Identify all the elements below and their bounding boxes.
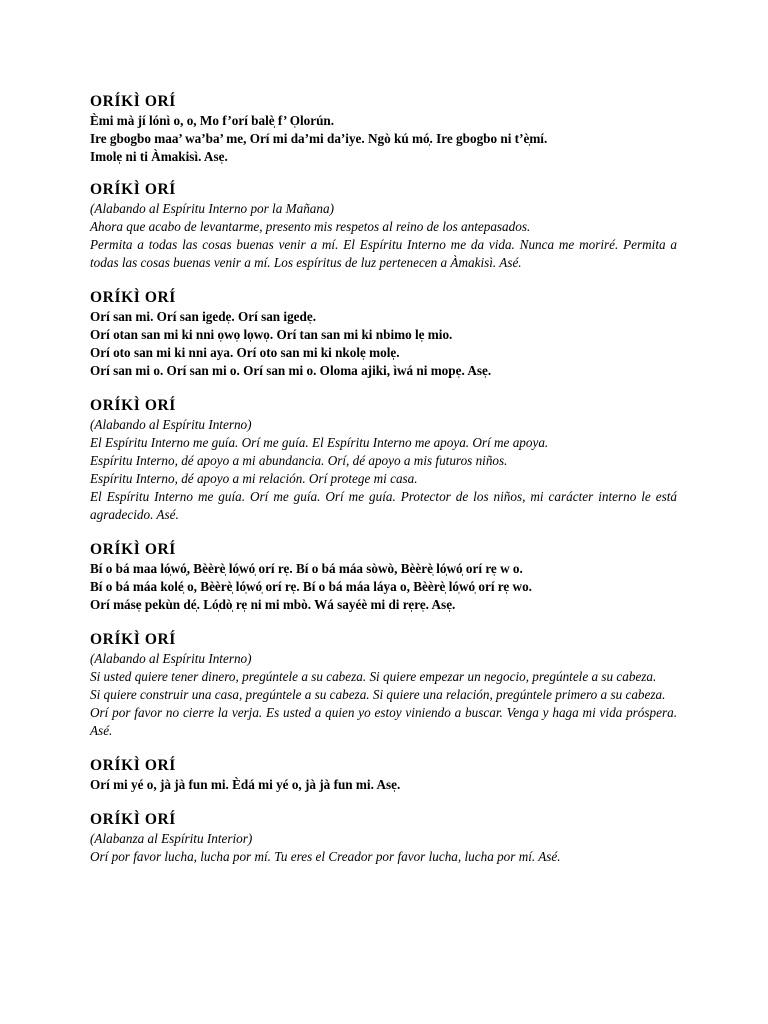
- oriki-section-5: [90, 540, 677, 614]
- yoruba-line: Orí san mi. Orí san igede̩. Orí san igede̩.: [90, 309, 317, 324]
- section-heading: ORÍKÌ ORÍ: [90, 93, 176, 110]
- yoruba-line: Bí o bá máa kolé̩ o, Bèèrè̩ ló̩wó̩ orí re̩. Bí o bá máa láya o, Bèèrè̩ ló̩wó̩ orí re̩ wo.: [90, 579, 532, 594]
- yoruba-line: Imole̩ ni ti Àmakisì. Ase̩.: [90, 149, 228, 164]
- spanish-line: Orí por favor lucha, lucha por mí. Tu eres el Creador por favor lucha, lucha por mí. Asé.: [90, 849, 561, 864]
- yoruba-line: Orí otan san mi ki nni o̩wo̩ lo̩wo̩. Orí tan san mi ki nbimo le̩ mio.: [90, 327, 453, 342]
- section-subtitle: (Alabando al Espíritu Interno): [90, 651, 252, 666]
- section-heading: ORÍKÌ ORÍ: [90, 289, 176, 306]
- section-subtitle: (Alabanza al Espíritu Interior): [90, 831, 253, 846]
- section-heading: ORÍKÌ ORÍ: [90, 181, 176, 198]
- oriki-section-3: [90, 288, 677, 380]
- spanish-line: El Espíritu Interno me guía. Orí me guía. El Espíritu Interno me apoya. Orí me apoya.: [90, 435, 549, 450]
- oriki-section-4: [90, 396, 677, 524]
- yoruba-line: Èmi mà jí lónì o, o, Mo f’orí balè̩ f’ O̩lorún.: [90, 113, 335, 128]
- oriki-section-6: [90, 630, 677, 740]
- section-heading: ORÍKÌ ORÍ: [90, 757, 176, 774]
- yoruba-line: Orí máse̩ pekùn dé̩. Ló̩dò̩ re̩ ni mi mbò. Wá sayéè mi di re̩re̩. Ase̩.: [90, 597, 456, 612]
- spanish-paragraph: El Espíritu Interno me guía. Orí me guía. Orí me guía. Protector de los niños, mi carácter interno le está agradecido. Asé.: [90, 489, 677, 522]
- section-heading: ORÍKÌ ORÍ: [90, 811, 176, 828]
- spanish-line: Espíritu Interno, dé apoyo a mi abundancia. Orí, dé apoyo a mis futuros niños.: [90, 453, 508, 468]
- yoruba-line: Ire gbogbo maa’ wa’ba’ me, Orí mi da’mi da’iye. Ngò kú mó̩. Ire gbogbo ni t’è̩mí.: [90, 131, 548, 146]
- spanish-paragraph: Si usted quiere tener dinero, pregúntele a su cabeza. Si quiere empezar un negocio, pregúntele a su cabeza.: [90, 669, 657, 684]
- spanish-paragraph: Orí por favor no cierre la verja. Es usted a quien yo estoy viniendo a buscar. Venga y haga mi vida próspera. Asé.: [90, 705, 677, 738]
- yoruba-line: Orí mi yé o, jà jà fun mi. Èdá mi yé o, jà jà fun mi. Ase̩.: [90, 777, 401, 792]
- spanish-line: Ahora que acabo de levantarme, presento mis respetos al reino de los antepasados.: [90, 219, 531, 234]
- spanish-paragraph: Si quiere construir una casa, pregúntele a su cabeza. Si quiere una relación, pregúntele primero a su cabeza.: [90, 687, 666, 702]
- oriki-section-7: [90, 756, 677, 794]
- spanish-paragraph: Permita a todas las cosas buenas venir a mí. El Espíritu Interno me da vida. Nunca me moriré. Permita a todas las cosas buenas venir a mí. Los espíritus de luz pertenecen a Àmakisì. Asé.: [90, 237, 677, 270]
- section-heading: ORÍKÌ ORÍ: [90, 541, 176, 558]
- section-heading: ORÍKÌ ORÍ: [90, 397, 176, 414]
- yoruba-line: Bí o bá maa ló̩wó̩, Bèèrè̩ ló̩wó̩ orí re̩. Bí o bá máa sòwò, Bèèrè̩ ló̩wó̩ orí re̩ w o.: [90, 561, 523, 576]
- document-page: [90, 92, 677, 866]
- yoruba-line: Orí san mi o. Orí san mi o. Orí san mi o. Oloma ajiki, ìwá ni mope̩. Ase̩.: [90, 363, 492, 378]
- oriki-section-1: [90, 92, 677, 166]
- section-heading: ORÍKÌ ORÍ: [90, 631, 176, 648]
- spanish-line: Espíritu Interno, dé apoyo a mi relación. Orí protege mi casa.: [90, 471, 418, 486]
- oriki-section-8: [90, 810, 677, 866]
- yoruba-line: Orí oto san mi ki nni aya. Orí oto san mi ki nkole̩ mole̩.: [90, 345, 400, 360]
- section-subtitle: (Alabando al Espíritu Interno por la Mañana): [90, 201, 334, 216]
- section-subtitle: (Alabando al Espíritu Interno): [90, 417, 252, 432]
- oriki-section-2: [90, 180, 677, 272]
